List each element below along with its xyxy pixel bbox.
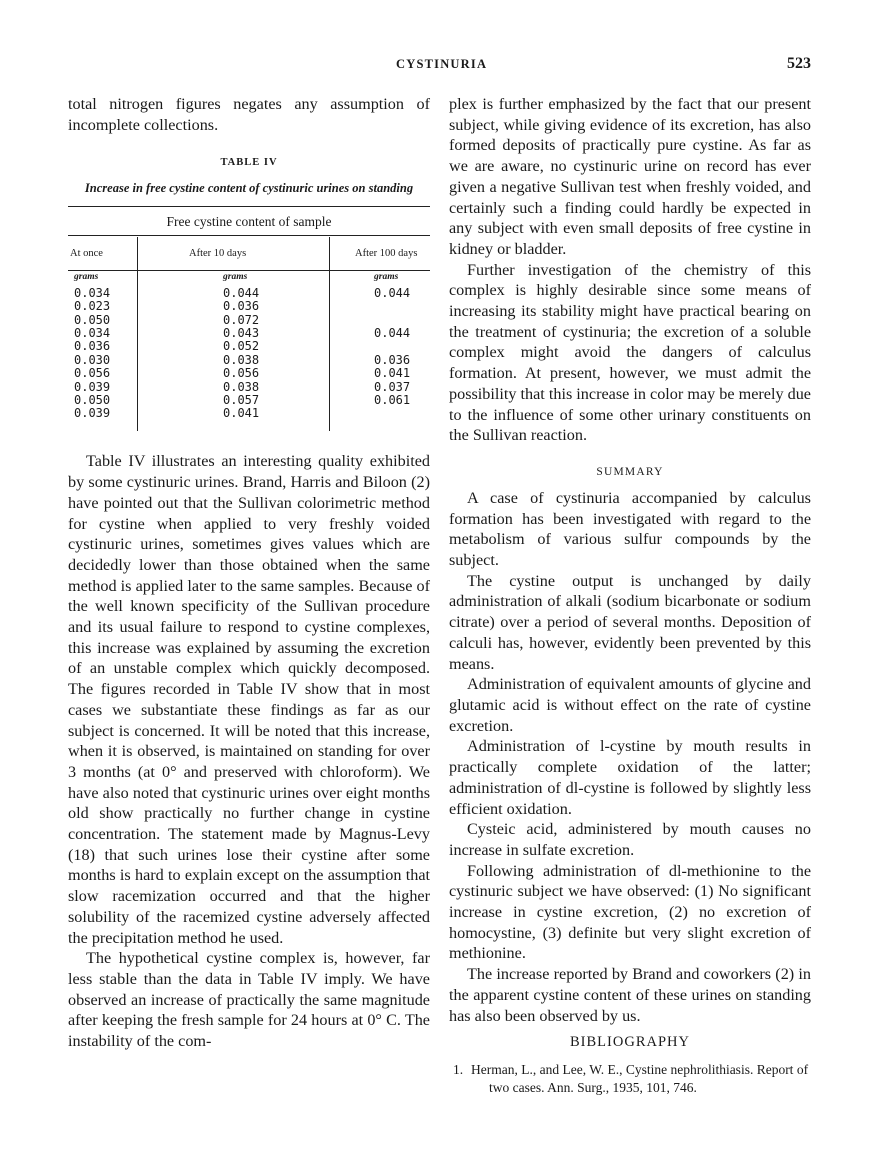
paragraph-intro: total nitrogen figures negates any assumption of incomplete collections.	[68, 95, 430, 134]
paragraph-hypothetical-complex: The hypothetical cystine complex is, however, far less stable than the data in Table IV imply. We have observed an increase of practically the same magnitude after keeping the fresh sample for 24 hours at 0° C. The instability of the com-	[68, 949, 430, 1051]
table-divider	[329, 237, 330, 431]
table-cell: 0.044	[223, 285, 260, 300]
table-cell: 0.052	[223, 339, 260, 354]
table-unit-label: grams	[74, 272, 99, 283]
table-cell: 0.044	[374, 285, 411, 300]
summary-paragraph: Administration of l-cystine by mouth results in practically complete oxidation of the latter; administration of dl-cystine is followed by slightly less efficient oxidation.	[449, 737, 811, 818]
table-cell	[374, 314, 410, 327]
table-cell: 0.034	[74, 285, 111, 300]
table-cell: 0.041	[374, 366, 411, 381]
table-cell	[374, 407, 410, 420]
column-at-once	[74, 271, 110, 420]
table-description: Increase in free cystine content of cystinuric urines on standing	[84, 181, 414, 196]
column-header-after-100-days: After 100 days	[355, 248, 418, 260]
table-spanner-header: Free cystine content of sample	[68, 207, 430, 236]
right-column	[449, 94, 811, 1097]
table-cell: 0.043	[223, 326, 260, 341]
table-cell: 0.037	[374, 379, 411, 394]
table-divider	[137, 237, 138, 431]
summary-paragraph: The increase reported by Brand and coworkers (2) in the apparent cystine content of these urines on standing has also been observed by us.	[449, 965, 811, 1025]
page-number: 523	[787, 55, 811, 72]
table-cell: 0.057	[223, 393, 260, 408]
column-header-at-once: At once	[70, 248, 103, 260]
table-cell: 0.038	[223, 379, 260, 394]
bibliography-heading: BIBLIOGRAPHY	[570, 1034, 690, 1051]
summary-paragraph: A case of cystinuria accompanied by calculus formation has been investigated with regard to the metabolism of various sulfur compounds by the subject.	[449, 488, 811, 570]
table-cell	[374, 300, 410, 313]
table-cell: 0.039	[74, 379, 111, 394]
table-cell: 0.036	[223, 299, 260, 314]
paragraph-table-iv-discussion: Table IV illustrates an interesting quality exhibited by some cystinuric urines. Brand, Harris and Biloon (2) have pointed out that the Sullivan colorimetric method for cystine when applied to very freshly voided cystinuric urines, sometimes gives values which are decidedly lower than those obtained when the same method is applied later to the same samples. Because of the well known specificity of the Sullivan procedure and its usual failure to respond to cystine complexes, this increase was explained by assuming the excretion of an unstable complex which quickly decomposed. The figures recorded in Table IV show that in most cases we substantiate these findings as far as our subject is concerned. It will be noted that this increase, when it is observed, is maintained on standing for over 3 months (at 0° and preserved with chloroform). We have also noted that cystinuric urines over eight months old show practically no further change in cystine concentration. The statement made by Magnus-Levy (18) that such urines lose their cystine after some months is hard to explain except on the assumption that slow racemization occurred and that the higher solubility of the racemized cystine adversely affected the precipitation method he used.	[68, 452, 430, 947]
summary-paragraph: Cysteic acid, administered by mouth causes no increase in sulfate excretion.	[449, 820, 811, 859]
table-unit-label: grams	[374, 272, 399, 283]
table-cell	[374, 340, 410, 353]
table-column-headers	[68, 236, 430, 271]
bibliography-entry	[449, 1061, 811, 1097]
table-iv	[68, 206, 430, 433]
summary-heading: SUMMARY	[596, 465, 664, 478]
table-cell: 0.023	[74, 299, 111, 314]
summary-paragraph: Administration of equivalent amounts of glycine and glutamic acid is without effect on the rate of cystine excretion.	[449, 675, 811, 735]
table-cell: 0.044	[374, 326, 411, 341]
table-cell: 0.034	[74, 326, 111, 341]
column-after-100-days	[374, 271, 410, 420]
table-cell: 0.041	[223, 406, 260, 421]
running-header	[68, 57, 815, 81]
paragraph-continued: plex is further emphasized by the fact that our present subject, while giving evidence of its excretion, has also formed deposits of practically pure cystine. As far as we are aware, no cystinuric urine on record has ever given a negative Sullivan test when freshly voided, and certainly such a finding could hardly be expected in any subject with even small deposits of free cystine in kidney or bladder.	[449, 95, 811, 258]
left-column	[68, 94, 430, 1052]
table-unit-label: grams	[223, 272, 248, 283]
bibliography-list	[449, 1061, 811, 1097]
table-cell: 0.072	[223, 312, 260, 327]
running-title: CYSTINURIA	[396, 57, 488, 71]
summary-paragraph: Following administration of dl-methionine to the cystinuric subject we have observed: (1) No significant increase in cystine excretion, (2) no excretion of homocystine, (3) definite but very slight excretion of methionine.	[449, 861, 811, 963]
table-cell: 0.036	[74, 339, 111, 354]
table-cell: 0.056	[223, 366, 260, 381]
table-cell: 0.030	[74, 352, 111, 367]
summary-paragraph: The cystine output is unchanged by daily administration of alkali (sodium bicarbonate or sodium citrate) over a period of several months. Deposition of calculi has, however, evidently been prevented by this means.	[449, 571, 811, 673]
column-after-10-days	[223, 271, 259, 420]
reference-number: 1.	[453, 1062, 464, 1078]
table-cell: 0.039	[74, 406, 111, 421]
table-cell: 0.050	[74, 393, 111, 408]
reference-text: Herman, L., and Lee, W. E., Cystine nephrolithiasis. Report of two cases. Ann. Surg., 1935, 101, 746.	[471, 1062, 809, 1096]
table-caption	[68, 157, 430, 196]
paragraph-further-investigation: Further investigation of the chemistry of this complex is highly desirable since some means of increasing its stability might have practical bearing on the treatment of cystinuria; the excretion of a soluble complex might avoid the dangers of calculus formation. At present, however, we must admit the possibility that this increase in color may be merely due to the influence of some other urinary constituents on the Sullivan reaction.	[449, 260, 811, 445]
table-cell: 0.056	[74, 366, 111, 381]
table-cell: 0.050	[74, 312, 111, 327]
table-cell: 0.038	[223, 352, 260, 367]
table-cell: 0.036	[374, 352, 411, 367]
summary-section	[449, 488, 811, 1026]
table-label: TABLE IV	[220, 157, 278, 169]
column-header-after-10-days: After 10 days	[189, 248, 247, 260]
table-cell: 0.061	[374, 393, 411, 408]
